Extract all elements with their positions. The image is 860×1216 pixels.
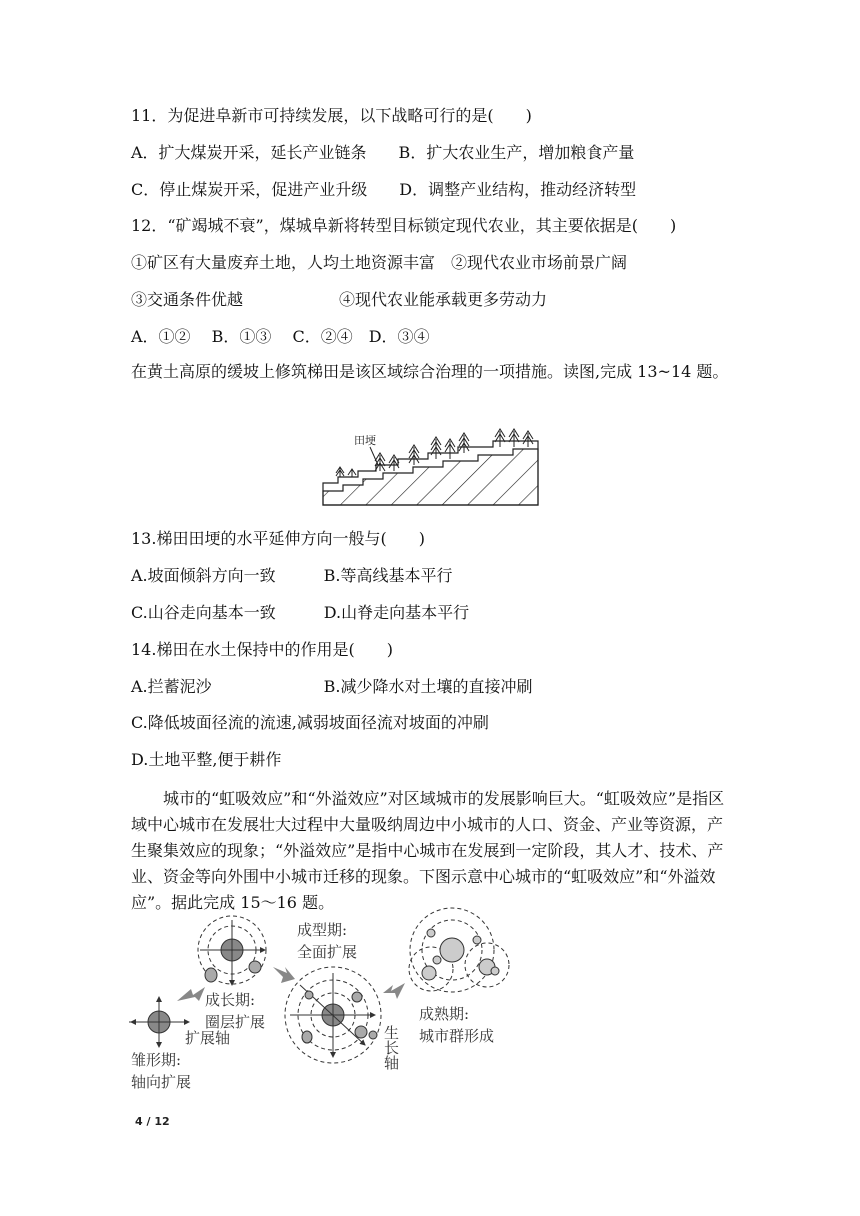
passage-15-16: 城市的“虹吸效应”和“外溢效应”对区域城市的发展影响巨大。“虹吸效应”是指区域中心城市在发展壮大过程中大量吸纳周边中小城市的人口、资金、产业等资源，产生聚集效应的现象；“外溢效应”是指中心城市在发展到一定阶段，其人才、技术、产业、资金等向外围中小城市迁移的现象。下图示意中心城市的“虹吸效应”和“外溢效应”。据此完成 15～16 题。 [131, 789, 725, 912]
page-number: 4 / 12 [135, 1115, 170, 1128]
intro-13-14: 在黄土高原的缓坡上修筑梯田是该区域综合治理的一项措施。读图,完成 13~14 题。 [131, 362, 729, 381]
city-effect-diagram [125, 905, 545, 1105]
embryo-stage-desc: 轴向扩展 [131, 1073, 192, 1091]
mature-city [409, 908, 509, 992]
question-11-options-cd: C．停止煤炭开采，促进产业升级 D．调整产业结构，推动经济转型 [131, 180, 637, 199]
shaping-stage-label: 成型期: [297, 921, 348, 939]
shaping-stage-desc: 全面扩展 [297, 943, 358, 961]
question-14-option-d: D.土地平整,便于耕作 [131, 750, 282, 769]
embryo-city [129, 997, 189, 1047]
question-12-items-1: ①矿区有大量废弃土地，人均土地资源丰富 ②现代农业市场前景广阔 [131, 253, 628, 272]
question-14-options-ab: A.拦蓄泥沙 B.减少降水对土壤的直接冲刷 [131, 677, 533, 696]
shaping-city [285, 967, 381, 1063]
growth-stage-desc: 圈层扩展 [205, 1013, 266, 1031]
question-11-options-ab: A．扩大煤炭开采，延长产业链条 B．扩大农业生产，增加粮食产量 [131, 143, 635, 162]
question-12-stem: 12．“矿竭城不衰”，煤城阜新将转型目标锁定现代农业，其主要依据是( ) [131, 216, 677, 235]
terrace-label: 田埂 [354, 434, 376, 447]
terrace-figure [318, 425, 548, 510]
question-11-stem: 11．为促进阜新市可持续发展，以下战略可行的是( ) [131, 106, 532, 125]
embryo-stage-label: 雏形期: [131, 1051, 182, 1069]
mature-stage-label: 成熟期: [419, 1005, 470, 1023]
arrow-embryo-to-growth [177, 987, 205, 1001]
growth-axis-label: 生长轴 [382, 1025, 400, 1070]
arrow-growth-to-shaping [273, 967, 295, 983]
growth-city [198, 916, 266, 985]
mature-stage-desc: 城市群形成 [419, 1027, 495, 1045]
question-13-stem: 13.梯田田埂的水平延伸方向一般与( ) [131, 529, 425, 548]
question-14-stem: 14.梯田在水土保持中的作用是( ) [131, 640, 393, 659]
growth-stage-label: 成长期: [205, 991, 256, 1009]
question-13-options-cd: C.山谷走向基本一致 D.山脊走向基本平行 [131, 603, 470, 622]
question-12-items-2: ③交通条件优越 ④现代农业能承载更多劳动力 [131, 290, 548, 309]
expand-axis-label: 扩展轴 [185, 1029, 231, 1047]
question-13-options-ab: A.坡面倾斜方向一致 B.等高线基本平行 [131, 566, 453, 585]
arrow-shaping-to-mature [383, 983, 405, 999]
question-14-option-c: C.降低坡面径流的流速,减弱坡面径流对坡面的冲刷 [131, 713, 489, 732]
question-12-options: A．①② B．①③ C．②④ D．③④ [131, 327, 430, 346]
